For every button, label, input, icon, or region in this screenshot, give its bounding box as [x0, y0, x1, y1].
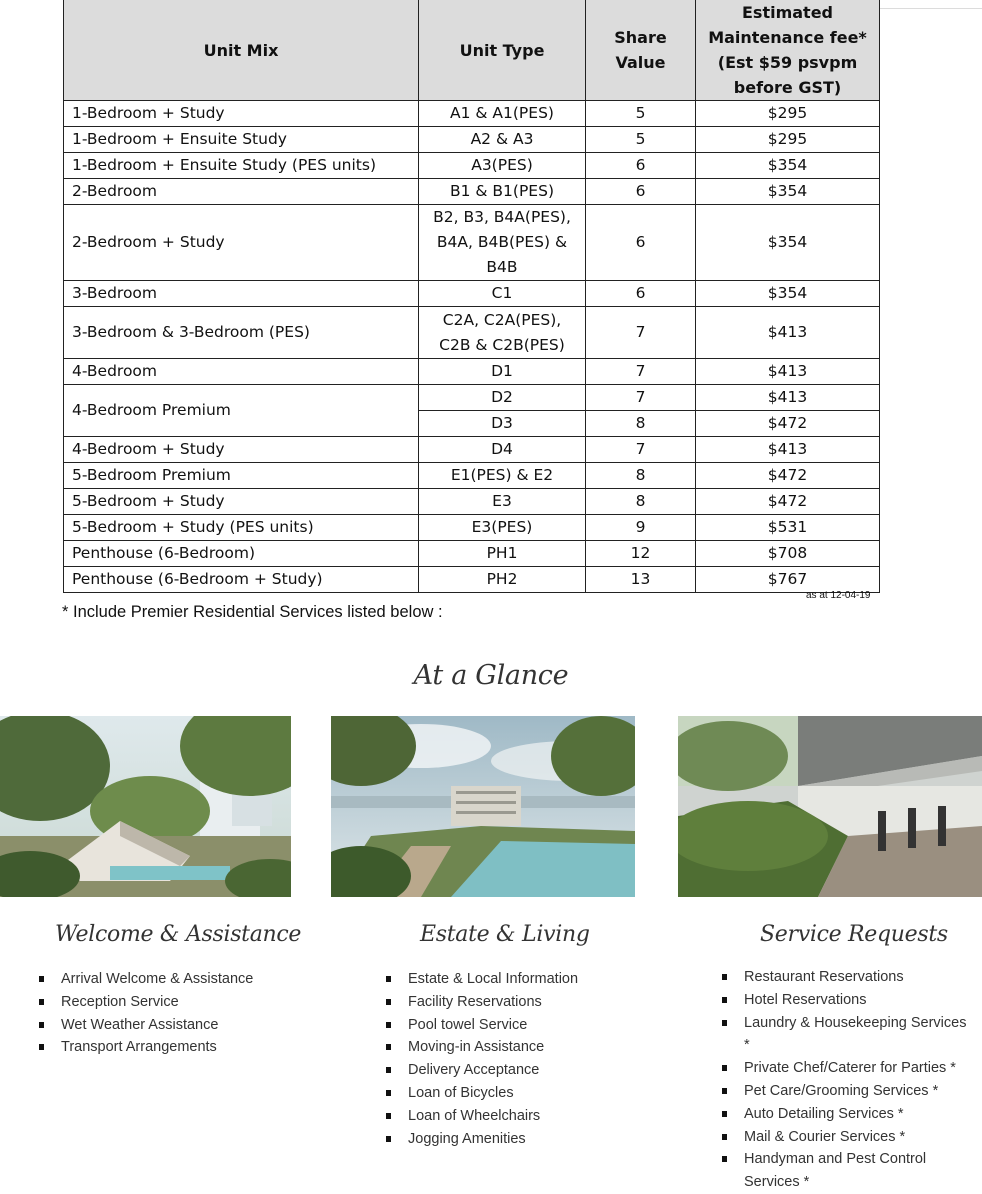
photo-gym-terrace [678, 716, 982, 897]
list-item: Estate & Local Information [384, 968, 644, 991]
share-value-cell: 6 [586, 281, 696, 307]
list-item: Pool towel Service [384, 1014, 644, 1037]
table-row [64, 101, 880, 127]
table-row [64, 359, 880, 385]
list-item: Jogging Amenities [384, 1128, 644, 1151]
share-value-cell: 6 [586, 205, 696, 281]
share-value-cell: 13 [586, 567, 696, 593]
fee-cell: $472 [696, 411, 880, 437]
unit-mix-cell: 5-Bedroom Premium [64, 463, 419, 489]
unit-type-cell: B2, B3, B4A(PES), B4A, B4B(PES) & B4B [419, 205, 586, 281]
share-value-cell: 7 [586, 385, 696, 411]
list-item: Delivery Acceptance [384, 1059, 644, 1082]
fee-cell: $472 [696, 463, 880, 489]
share-value-cell: 9 [586, 515, 696, 541]
list-item: Wet Weather Assistance [37, 1014, 297, 1037]
unit-type-cell: A2 & A3 [419, 127, 586, 153]
table-row [64, 463, 880, 489]
service-requests-list [720, 966, 970, 1194]
estate-living-list [384, 968, 644, 1150]
unit-type-cell: PH1 [419, 541, 586, 567]
table-row [64, 127, 880, 153]
table-row [64, 205, 880, 281]
table-row [64, 567, 880, 593]
fee-cell: $413 [696, 307, 880, 359]
header-unit-type: Unit Type [419, 0, 586, 101]
unit-mix-cell: 1-Bedroom + Study [64, 101, 419, 127]
unit-mix-cell: 4-Bedroom Premium [64, 385, 419, 437]
unit-type-cell: D2 [419, 385, 586, 411]
list-item: Loan of Wheelchairs [384, 1105, 644, 1128]
list-item: Moving-in Assistance [384, 1036, 644, 1059]
unit-type-cell: D4 [419, 437, 586, 463]
fee-cell: $413 [696, 385, 880, 411]
unit-type-cell: C1 [419, 281, 586, 307]
unit-type-cell: E1(PES) & E2 [419, 463, 586, 489]
list-item: Pet Care/Grooming Services * [720, 1080, 970, 1103]
at-a-glance-title: At a Glance [413, 660, 569, 691]
table-row [64, 541, 880, 567]
header-maintenance-fee: Estimated Maintenance fee* (Est $59 psvpm before GST) [696, 0, 880, 101]
list-item: Facility Reservations [384, 991, 644, 1014]
share-value-cell: 8 [586, 463, 696, 489]
table-header-row [64, 0, 880, 101]
unit-type-cell: A1 & A1(PES) [419, 101, 586, 127]
fee-cell: $354 [696, 281, 880, 307]
unit-mix-cell: 1-Bedroom + Ensuite Study [64, 127, 419, 153]
list-item: Handyman and Pest Control Services * [720, 1148, 970, 1194]
fee-cell: $767 [696, 567, 880, 593]
unit-mix-cell: 3-Bedroom [64, 281, 419, 307]
share-value-cell: 7 [586, 359, 696, 385]
list-item: Arrival Welcome & Assistance [37, 968, 297, 991]
header-share-value: Share Value [586, 0, 696, 101]
list-item: Loan of Bicycles [384, 1082, 644, 1105]
unit-type-cell: C2A, C2A(PES), C2B & C2B(PES) [419, 307, 586, 359]
list-item: Reception Service [37, 991, 297, 1014]
unit-mix-cell: 1-Bedroom + Ensuite Study (PES units) [64, 153, 419, 179]
unit-mix-cell: 5-Bedroom + Study [64, 489, 419, 515]
table-row [64, 489, 880, 515]
table-row [64, 385, 880, 411]
unit-type-cell: E3(PES) [419, 515, 586, 541]
share-value-cell: 8 [586, 411, 696, 437]
table-row [64, 153, 880, 179]
unit-type-cell: E3 [419, 489, 586, 515]
list-item: Laundry & Housekeeping Services * [720, 1012, 970, 1058]
fee-cell: $413 [696, 359, 880, 385]
fee-cell: $295 [696, 101, 880, 127]
as-at-date: as at 12-04-19 [806, 590, 871, 601]
photo-rooftop-pool [331, 716, 635, 897]
unit-type-cell: D3 [419, 411, 586, 437]
section-title-welcome-assistance: Welcome & Assistance [55, 922, 302, 947]
share-value-cell: 6 [586, 179, 696, 205]
share-value-cell: 7 [586, 307, 696, 359]
table-row [64, 437, 880, 463]
unit-mix-cell: Penthouse (6-Bedroom) [64, 541, 419, 567]
photo-pool-pavilion [0, 716, 291, 897]
table-row [64, 281, 880, 307]
unit-mix-cell: 3-Bedroom & 3-Bedroom (PES) [64, 307, 419, 359]
share-value-cell: 12 [586, 541, 696, 567]
maintenance-fee-table [63, 0, 880, 593]
list-item: Restaurant Reservations [720, 966, 970, 989]
unit-mix-cell: 2-Bedroom [64, 179, 419, 205]
fee-cell: $413 [696, 437, 880, 463]
fee-cell: $354 [696, 179, 880, 205]
list-item: Private Chef/Caterer for Parties * [720, 1057, 970, 1080]
fee-cell: $708 [696, 541, 880, 567]
fee-cell: $354 [696, 205, 880, 281]
header-unit-mix: Unit Mix [64, 0, 419, 101]
share-value-cell: 8 [586, 489, 696, 515]
share-value-cell: 7 [586, 437, 696, 463]
unit-type-cell: PH2 [419, 567, 586, 593]
unit-type-cell: B1 & B1(PES) [419, 179, 586, 205]
top-rule [880, 8, 982, 9]
share-value-cell: 5 [586, 127, 696, 153]
welcome-assistance-list [37, 968, 297, 1059]
share-value-cell: 5 [586, 101, 696, 127]
table-row [64, 515, 880, 541]
list-item: Transport Arrangements [37, 1036, 297, 1059]
unit-mix-cell: 4-Bedroom [64, 359, 419, 385]
list-item: Hotel Reservations [720, 989, 970, 1012]
unit-mix-cell: 2-Bedroom + Study [64, 205, 419, 281]
unit-type-cell: D1 [419, 359, 586, 385]
fee-cell: $472 [696, 489, 880, 515]
section-title-estate-living: Estate & Living [420, 922, 590, 947]
unit-mix-cell: Penthouse (6-Bedroom + Study) [64, 567, 419, 593]
share-value-cell: 6 [586, 153, 696, 179]
list-item: Auto Detailing Services * [720, 1103, 970, 1126]
fee-cell: $295 [696, 127, 880, 153]
fee-cell: $531 [696, 515, 880, 541]
fee-cell: $354 [696, 153, 880, 179]
list-item: Mail & Courier Services * [720, 1126, 970, 1149]
table-row [64, 179, 880, 205]
unit-type-cell: A3(PES) [419, 153, 586, 179]
section-title-service-requests: Service Requests [760, 922, 948, 947]
table-row [64, 307, 880, 359]
unit-mix-cell: 5-Bedroom + Study (PES units) [64, 515, 419, 541]
footnote: * Include Premier Residential Services listed below : [62, 603, 443, 621]
unit-mix-cell: 4-Bedroom + Study [64, 437, 419, 463]
